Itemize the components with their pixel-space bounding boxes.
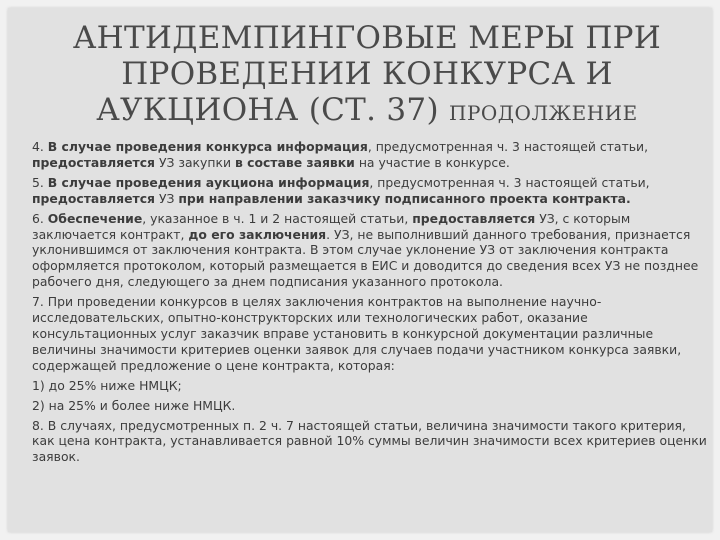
title-line-1: АНТИДЕМПИНГОВЫЕ МЕРЫ ПРИ	[72, 20, 662, 56]
paragraph-8: 8. В случаях, предусмотренных п. 2 ч. 7 настоящей статьи, величина значимости такого критерия, как цена контракта, устанавливается равной 10% суммы величин значимости всех критериев оценки заявок.	[32, 417, 707, 465]
text: , указанное в ч. 1 и 2 настоящей статьи,	[142, 210, 413, 226]
title-continuation: ПРОДОЛЖЕНИЕ	[449, 101, 638, 125]
paragraph-number: 5.	[32, 174, 48, 190]
text: . УЗ, не выполнивший данного требования, признается уклонившимся от заключения контракта. В этом случае уклонение УЗ от заключения контракта оформляется протоколом, который размещается в ЕИС и доводится до сведения всех УЗ не позднее рабочего дня, следующего за днем подписания указанного протокола.	[32, 226, 699, 290]
paragraph-number: 4.	[32, 139, 48, 154]
bold-text: до его заключения	[188, 226, 327, 242]
slide-body	[32, 139, 708, 469]
text: УЗ, с которым заключается контракт,	[32, 210, 631, 242]
slide-title	[22, 20, 712, 131]
title-line-2: ПРОВЕДЕНИИ КОНКУРСА И	[121, 56, 613, 92]
text: УЗ	[155, 190, 179, 206]
text: на участие в конкурсе.	[354, 154, 510, 170]
bold-text: при направлении заказчику подписанного проекта контракта.	[178, 190, 631, 206]
slide-title-block	[22, 20, 712, 131]
paragraph-4	[32, 139, 708, 171]
paragraph-7-item-2: 2) на 25% и более ниже НМЦК.	[32, 397, 236, 413]
bold-text: предоставляется	[412, 210, 536, 226]
paragraph-number: 6.	[32, 210, 48, 226]
bold-text: в составе заявки	[234, 154, 355, 170]
paragraph-5	[32, 175, 708, 207]
paragraph-6	[32, 211, 708, 291]
bold-text: предоставляется	[32, 190, 155, 206]
bold-text: В случае проведения конкурса информация	[47, 139, 368, 154]
bold-text: предоставляется	[32, 154, 155, 170]
bold-text: В случае проведения аукциона информация	[47, 174, 370, 190]
title-line-3: АУКЦИОНА (СТ. 37)	[96, 92, 439, 128]
text: , предусмотренная ч. 3 настоящей статьи,	[369, 174, 650, 190]
bold-text: Обеспечение	[47, 210, 143, 226]
paragraph-7-item-1: 1) до 25% ниже НМЦК;	[32, 377, 182, 393]
text: УЗ закупки	[155, 154, 235, 170]
slide	[8, 8, 712, 532]
text: , предусмотренная ч. 3 настоящей статьи,	[367, 139, 649, 154]
paragraph-7: 7. При проведении конкурсов в целях заключения контрактов на выполнение научно-исследовательских, опытно-конструкторских или технологических работ, оказание консультационных услуг заказчик вправе установить в конкурсной документации различные величины значимости критериев оценки заявок для случаев подачи участником конкурса заявки, содержащей предложение о цене контракта, которая:	[32, 294, 682, 373]
